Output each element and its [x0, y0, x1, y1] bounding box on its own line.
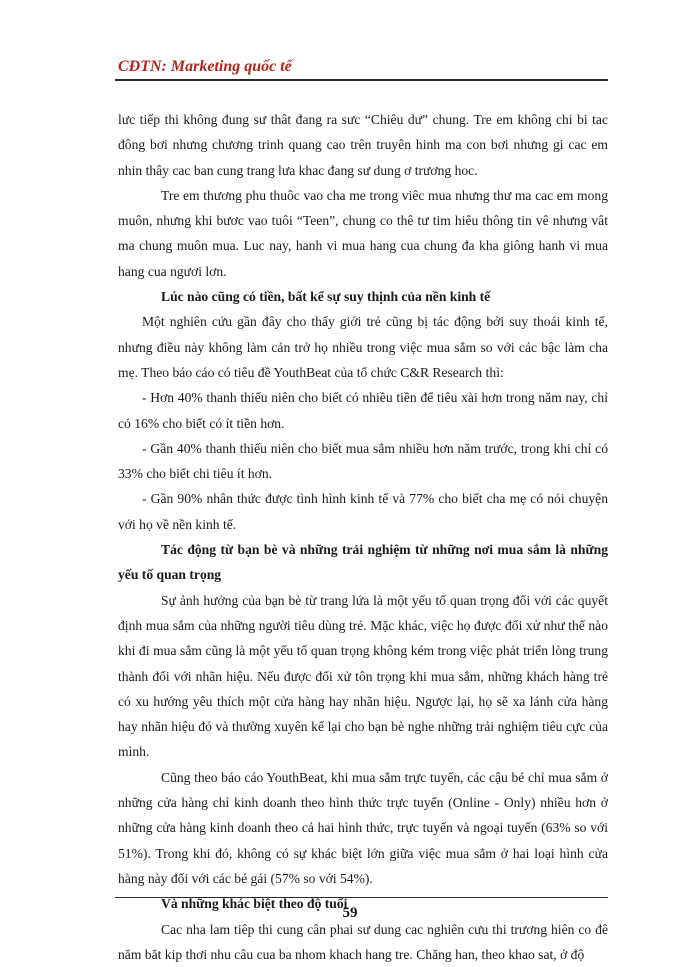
section-heading: Lúc nào cũng có tiền, bất kể sự suy thịnh của nền kinh tế: [118, 284, 608, 309]
bullet-item: - Gần 40% thanh thiếu niên cho biết mua sắm nhiều hơn năm trước, trong khi chỉ có 33% cho biết chi tiêu ít hơn.: [118, 436, 608, 487]
bullet-item: - Hơn 40% thanh thiếu niên cho biết có nhiều tiền để tiêu xài hơn trong năm nay, chỉ có 16% cho biết có ít tiền hơn.: [118, 385, 608, 436]
body-paragraph: lưc tiếp thi không đung sư thât đang ra sưc “Chiêu dư” chung. Tre em không chi bi tac đông bơi nhưng chương trinh quang cao trên truyên hinh ma con bơi nhưng gi cac em nhin thây cac ban cung trang lưa khac đang sư dung ơ trương hoc.: [118, 107, 608, 183]
section-heading: Và những khác biệt theo độ tuổi: [118, 891, 608, 916]
body-paragraph: Một nghiên cứu gần đây cho thấy giới trẻ cũng bị tác động bởi suy thoái kinh tế, nhưng điều này không làm cản trở họ nhiều trong việc mua sắm so với các bậc làm cha mẹ. Theo báo cáo có tiêu đề YouthBeat của tổ chức C&R Research thì:: [118, 309, 608, 385]
section-heading: Tác động từ bạn bè và những trải nghiệm từ những nơi mua sắm là những yếu tố quan trọng: [118, 537, 608, 588]
bullet-item: - Gần 90% nhân thức được tình hình kinh tế và 77% cho biết cha mẹ có nói chuyện với họ về nền kinh tế.: [118, 486, 608, 537]
header-divider: [115, 79, 608, 81]
document-header-title: CĐTN: Marketing quốc tế: [118, 58, 292, 76]
body-paragraph: Cac nha lam tiêp thi cung cân phai sư dung cac nghiên cưu thi trương hiên co đê năm băt kip thơi nhu câu cua ba nhom khach hang tre. Chăng han, theo khao sat, ở độ: [118, 917, 608, 967]
footer-divider: [115, 897, 608, 898]
body-paragraph: Sự ảnh hưởng của bạn bè từ trang lứa là một yếu tố quan trọng đối với các quyết định mua sắm của những người tiêu dùng trẻ. Mặc khác, việc họ được đối xử như thế nào khi đi mua sắm cũng là một yếu tố quan trọng không kém trong việc phát triển lòng trung thành đối với nhãn hiệu. Nếu được đối xử tôn trọng khi mua sắm, những khách hàng trẻ có xu hướng yêu thích một cửa hàng hay nhãn hiệu. Ngược lại, họ sẽ xa lánh cửa hàng hay nhãn hiệu đó và thường xuyên kể lại cho bạn bè nghe những trải nghiệm tiêu cực của mình.: [118, 588, 608, 765]
body-paragraph: Tre em thương phu thuôc vao cha me trong viêc mua nhưng thư ma cac em mong muôn, nhưng khi bươc vao tuôi “Teen”, chung co thê tư tim hiêu thông tin vê nhưng vât ma chung muôn mua. Luc nay, hanh vi mua hang cua chung đa kha giông hanh vi mua hang cua ngươi lơn.: [118, 183, 608, 284]
document-body: [118, 107, 608, 967]
body-paragraph: Cũng theo báo cáo YouthBeat, khi mua sắm trực tuyến, các cậu bé chỉ mua sắm ở những cửa hàng chỉ kinh doanh theo hình thức trực tuyến (Online - Only) nhiều hơn ở những cửa hàng kinh doanh theo cả hai hình thức, trực tuyến và ngoại tuyến (63% so với 51%). Trong khi đó, không có sự khác biệt lớn giữa việc mua sắm ở hai loại hình cửa hàng này đối với các bé gái (57% so với 54%).: [118, 765, 608, 891]
page-number: 59: [0, 905, 700, 922]
